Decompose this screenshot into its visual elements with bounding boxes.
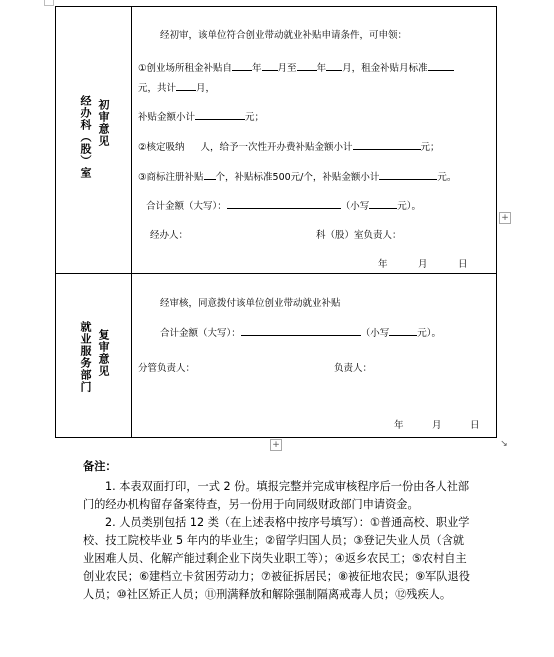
section1-date-day: 日: [458, 259, 468, 270]
row-divider: [56, 273, 496, 274]
review-table: [55, 6, 497, 438]
section2-deputy-head-label: 分管负责人：: [138, 363, 196, 374]
rent-subsidy-line: ①创业场所租金补贴自 年 月至 年 月，租金补贴月标准: [138, 60, 454, 74]
section1-label-review: 初审意见: [97, 99, 110, 147]
section1-office-head-label: 科（股）室负责人：: [316, 230, 402, 241]
notes-block: [83, 458, 473, 604]
section1-handler-label: 经办人：: [150, 230, 189, 241]
note-paragraph-1: 1. 本表双面打印，一式 2 份。填报完整并完成审核程序后一份由各人社部门的经办机构留存备案待查，另一份用于向同级财政部门申请资金。: [83, 480, 470, 511]
section2-total-line: 合计金额（大写）： （小写 元）。: [160, 325, 441, 339]
page-corner-mark: [44, 0, 54, 6]
rent-subsidy-total-line: 元，共计 月，: [138, 80, 215, 94]
section2-label-review: 复审意见: [97, 329, 110, 377]
section2-date-year: 年: [394, 420, 404, 431]
section2-head-label: 负责人：: [334, 363, 373, 374]
section1-date-month: 月: [418, 259, 428, 270]
column-divider: [131, 7, 132, 437]
note-paragraph-2: 2. 人员类别包括 12 类（在上述表格中按序号填写）：①普通高校、职业学校、技工院校毕业 5 年内的毕业生；②留学归国人员；③登记失业人员（含就业困难人员、化解产能过剩企业下岗失业职工等）；④返乡农民工；⑤农村自主创业农民；⑥建档立卡贫困劳动力；⑦被征拆居民；⑧被征地农民；⑨军队退役人员；⑩社区矫正人员；⑪刑满释放和解除强制隔离戒毒人员；⑫残疾人。: [83, 516, 470, 601]
trademark-subsidy-line: ③商标注册补贴 个，补贴标准500元/个，补贴金额小计 元。: [138, 169, 456, 183]
section1-total-line: 合计金额（大写）： （小写 元）。: [146, 198, 421, 212]
section1-date-year: 年: [378, 259, 388, 270]
section2-date-month: 月: [432, 420, 442, 431]
section2-label-dept: 就业服务部门: [79, 321, 92, 393]
section1-label-dept: 经办科（股）室: [79, 95, 92, 179]
startup-subsidy-line: ②核定吸纳 人，给予一次性开办费补贴金额小计 元；: [138, 139, 440, 153]
section2-date-day: 日: [470, 420, 480, 431]
notes-title: 备注：: [83, 460, 117, 473]
add-row-handle[interactable]: +: [270, 439, 282, 451]
rent-subsidy-subtotal-line: 补贴金额小计 元；: [138, 109, 264, 123]
section2-intro: 经审核，同意拨付该单位创业带动就业补贴: [160, 298, 341, 309]
table-resize-handle[interactable]: ↘: [500, 439, 508, 449]
add-column-handle[interactable]: +: [499, 212, 511, 224]
section1-intro: 经初审，该单位符合创业带动就业补贴申请条件，可申领：: [160, 30, 408, 41]
